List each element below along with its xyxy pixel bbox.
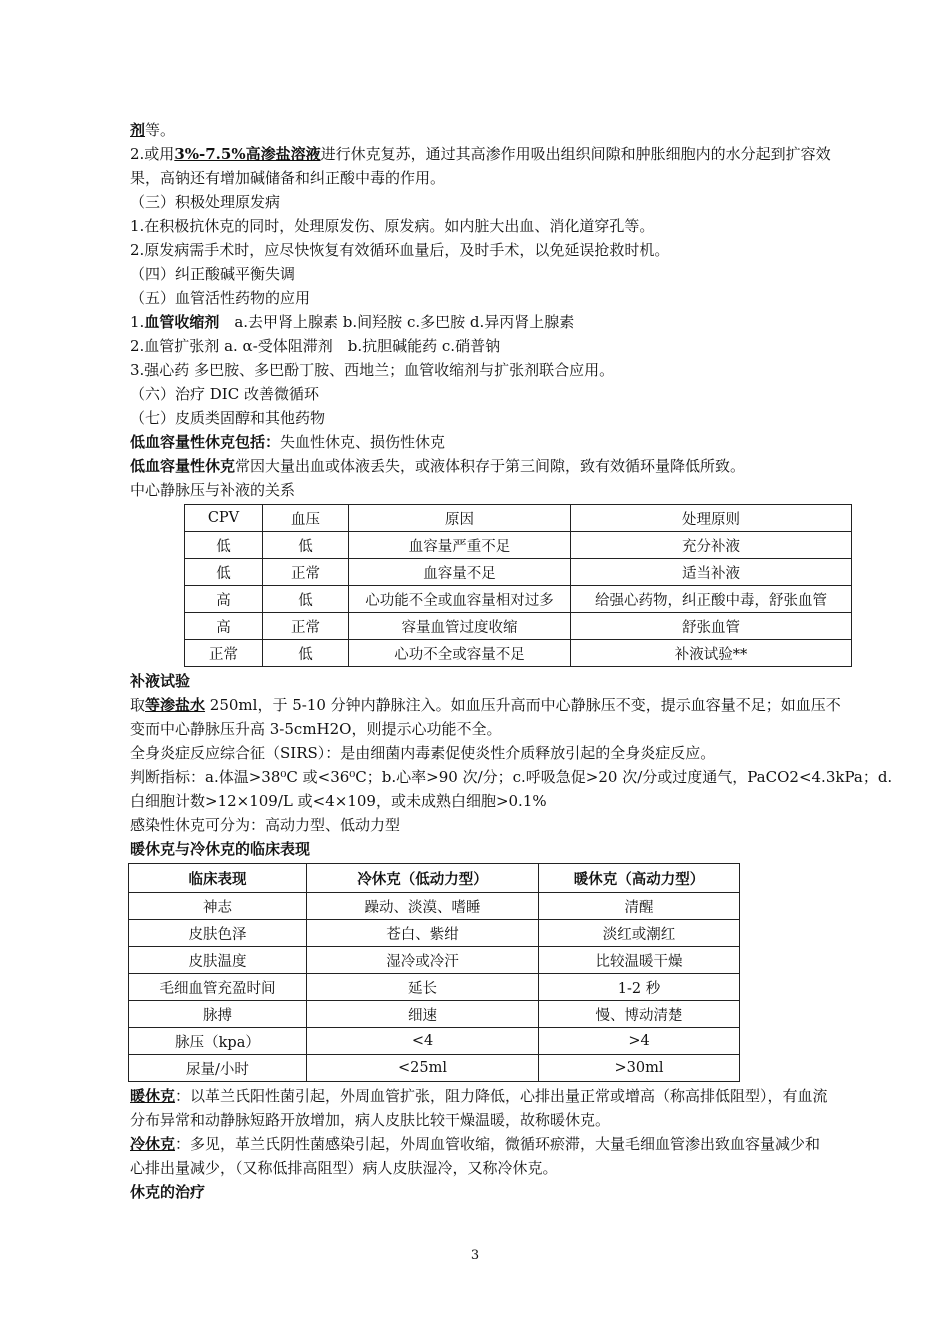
paragraph: 心排出量减少，（又称低排高阻型）病人皮肤湿冷，又称冷休克。 (130, 1159, 558, 1177)
text: 常因大量出血或体液丢失，或液体积存于第三间隙，致有效循环量降低所致。 (235, 457, 746, 475)
table-cell: 脉搏 (129, 1001, 307, 1028)
table-cell: 细速 (307, 1001, 539, 1028)
paragraph: 2.原发病需手术时，应尽快恢复有效循环血量后，及时手术，以免延误抢救时机。 (130, 241, 670, 259)
table-cell: >4 (539, 1028, 740, 1055)
table-cell: 低 (185, 559, 263, 586)
table-row (129, 1001, 740, 1028)
table-cell: 低 (263, 640, 349, 667)
section-heading: （五）血管活性药物的应用 (130, 289, 311, 307)
table-cell: 正常 (263, 559, 349, 586)
paragraph (130, 454, 910, 478)
table-cell: 血容量严重不足 (349, 532, 571, 559)
paragraph (130, 1084, 910, 1108)
table-cell: 适当补液 (571, 559, 852, 586)
bold-term: 3%-7.5%高渗盐溶液 (174, 145, 321, 163)
table-row (185, 586, 852, 613)
paragraph (130, 118, 910, 142)
table-cell: 正常 (185, 640, 263, 667)
section-heading: （三）积极处理原发病 (130, 193, 281, 211)
paragraph (130, 310, 910, 334)
table-cell: 1-2 秒 (539, 974, 740, 1001)
table-row (129, 1028, 740, 1055)
shock-table (128, 863, 740, 1082)
text: 等。 (145, 121, 176, 139)
table-cell: 毛细血管充盈时间 (129, 974, 307, 1001)
table-row (185, 532, 852, 559)
table-cell: 湿冷或冷汗 (307, 947, 539, 974)
table-cell: 舒张血管 (571, 613, 852, 640)
table-cell: 给强心药物，纠正酸中毒，舒张血管 (571, 586, 852, 613)
text: a.去甲肾上腺素 b.间羟胺 c.多巴胺 d.异丙肾上腺素 (219, 313, 575, 331)
table-cell: 神志 (129, 893, 307, 920)
text: 2.或用 (130, 145, 175, 163)
table-cell: 高 (185, 613, 263, 640)
paragraph: 全身炎症反应综合征（SIRS）：是由细菌内毒素促使炎性介质释放引起的全身炎症反应。 (130, 744, 716, 762)
table-row (185, 559, 852, 586)
text: 1. (130, 313, 145, 331)
paragraph: 分布异常和动静脉短路开放增加，病人皮肤比较干燥温暖，故称暖休克。 (130, 1111, 611, 1129)
paragraph: 判断指标：a.体温>38⁰C 或<36⁰C；b.心率>90 次/分；c.呼吸急促>20 次/分或过度通气，PaCO2<4.3kPa；d. (130, 768, 893, 786)
table-cell: 心功能不全或血容量相对过多 (349, 586, 571, 613)
document-body (130, 118, 910, 1204)
table-cell: 血容量不足 (349, 559, 571, 586)
bold-term: 低血容量性休克包括： (130, 433, 281, 451)
paragraph: 2.血管扩张剂 a. α-受体阻滞剂 b.抗胆碱能药 c.硝普钠 (130, 337, 501, 355)
text: ：多见，革兰氏阴性菌感染引起，外周血管收缩，微循环瘀滞，大量毛细血管渗出致血容量减少和 (175, 1135, 821, 1153)
table-header-cell: CPV (185, 505, 263, 532)
text: 250ml，于 5-10 分钟内静脉注入。如血压升高而中心静脉压不变，提示血容量不足；如血压不 (205, 696, 841, 714)
bold-term: 血管收缩剂 (144, 313, 220, 331)
text: 失血性休克、损伤性休克 (280, 433, 446, 451)
table-cell: 皮肤色泽 (129, 920, 307, 947)
cvp-table (184, 504, 852, 667)
bold-term: 剂 (130, 121, 146, 139)
bold-term: 暖休克 (130, 1087, 176, 1105)
text: ：以革兰氏阳性菌引起，外周血管扩张，阻力降低，心排出量正常或增高（称高排低阻型），有血流 (175, 1087, 828, 1105)
table-row (185, 613, 852, 640)
paragraph (130, 693, 910, 717)
paragraph (130, 1132, 910, 1156)
table-cell: 淡红或潮红 (539, 920, 740, 947)
table-header-cell: 原因 (349, 505, 571, 532)
paragraph: 3.强心药 多巴胺、多巴酚丁胺、西地兰；血管收缩剂与扩张剂联合应用。 (130, 361, 615, 379)
table-cell: 高 (185, 586, 263, 613)
subheading: 休克的治疗 (130, 1183, 206, 1201)
table-row (129, 1055, 740, 1082)
paragraph (130, 142, 910, 166)
section-heading: （六）治疗 DIC 改善微循环 (130, 385, 319, 403)
paragraph: 白细胞计数>12×109/L 或<4×109，或未成熟白细胞>0.1% (130, 792, 547, 810)
table-cell: 延长 (307, 974, 539, 1001)
table-cell: 低 (185, 532, 263, 559)
section-heading: （四）纠正酸碱平衡失调 (130, 265, 296, 283)
table-cell: 低 (263, 586, 349, 613)
table-cell: 充分补液 (571, 532, 852, 559)
paragraph: 果，高钠还有增加碱储备和纠正酸中毒的作用。 (130, 169, 446, 187)
paragraph: 1.在积极抗休克的同时，处理原发伤、原发病。如内脏大出血、消化道穿孔等。 (130, 217, 655, 235)
table-cell: 心功不全或容量不足 (349, 640, 571, 667)
table-caption: 中心静脉压与补液的关系 (130, 481, 296, 499)
table-cell: 比较温暖干燥 (539, 947, 740, 974)
paragraph: 感染性休克可分为：高动力型、低动力型 (130, 816, 401, 834)
table-cell: 正常 (263, 613, 349, 640)
table-cell: 清醒 (539, 893, 740, 920)
subheading: 补液试验 (130, 672, 191, 690)
table-cell: <4 (307, 1028, 539, 1055)
page-number: 3 (470, 1248, 480, 1263)
table-cell: 慢、博动清楚 (539, 1001, 740, 1028)
table-cell: <25ml (307, 1055, 539, 1082)
table-header-row (129, 864, 740, 893)
table-header-cell: 临床表现 (129, 864, 307, 893)
bold-term: 低血容量性休克 (130, 457, 236, 475)
table-cell: >30ml (539, 1055, 740, 1082)
table-row (129, 920, 740, 947)
table-row (129, 947, 740, 974)
table-cell: 尿量/小时 (129, 1055, 307, 1082)
table-row (185, 640, 852, 667)
table-header-cell: 血压 (263, 505, 349, 532)
table-row (129, 974, 740, 1001)
subheading: 暖休克与冷休克的临床表现 (130, 840, 311, 858)
text: 进行休克复苏，通过其高渗作用吸出组织间隙和肿胀细胞内的水分起到扩容效 (320, 145, 831, 163)
table-cell: 躁动、淡漠、嗜睡 (307, 893, 539, 920)
table-row (129, 893, 740, 920)
text: 取 (130, 696, 146, 714)
bold-term: 等渗盐水 (145, 696, 206, 714)
table-cell: 低 (263, 532, 349, 559)
paragraph (130, 430, 910, 454)
paragraph: 变而中心静脉压升高 3-5cmH2O，则提示心功能不全。 (130, 720, 502, 738)
table-cell: 脉压（kpa） (129, 1028, 307, 1055)
table-header-cell: 冷休克（低动力型） (307, 864, 539, 893)
bold-term: 冷休克 (130, 1135, 176, 1153)
table-cell: 苍白、紫绀 (307, 920, 539, 947)
table-cell: 补液试验** (571, 640, 852, 667)
table-header-row (185, 505, 852, 532)
table-cell: 皮肤温度 (129, 947, 307, 974)
table-header-cell: 暖休克（高动力型） (539, 864, 740, 893)
table-cell: 容量血管过度收缩 (349, 613, 571, 640)
table-header-cell: 处理原则 (571, 505, 852, 532)
section-heading: （七）皮质类固醇和其他药物 (130, 409, 326, 427)
